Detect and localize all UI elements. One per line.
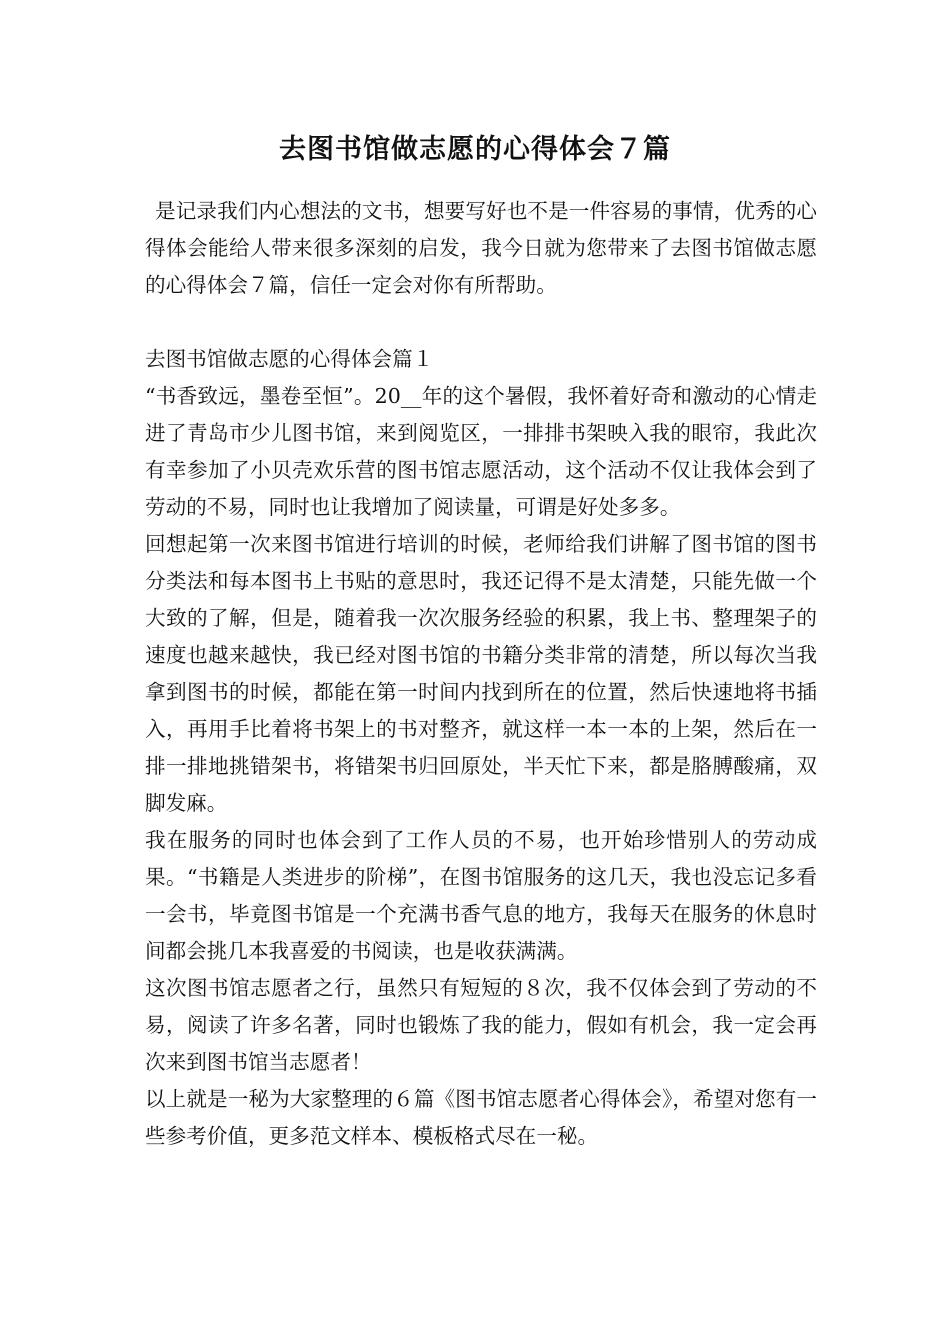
closing-paragraph: 以上就是一秘为大家整理的６篇《图书馆志愿者心得体会》，希望对您有一些参考价值，更多范文样本、模板格式尽在一秘。: [145, 1087, 817, 1148]
document-body: [145, 193, 817, 1155]
paragraph-spacer: [145, 304, 817, 341]
page-title: 去图书馆做志愿的心得体会７篇: [279, 134, 671, 165]
section-heading: 去图书馆做志愿的心得体会篇１: [145, 347, 434, 371]
body-paragraph-4: 这次图书馆志愿者之行，虽然只有短短的８次，我不仅体会到了劳动的不易，阅读了许多名著，同时也锻炼了我的能力，假如有机会，我一定会再次来到图书馆当志愿者！: [145, 976, 817, 1074]
body-paragraph-3: 我在服务的同时也体会到了工作人员的不易，也开始珍惜别人的劳动成果。“书籍是人类进步的阶梯”，在图书馆服务的这几天，我也没忘记多看一会书，毕竟图书馆是一个充满书香气息的地方，我每天在服务的休息时间都会挑几本我喜爱的书阅读，也是收获满满。: [145, 828, 817, 963]
intro-paragraph: 是记录我们内心想法的文书，想要写好也不是一件容易的事情，优秀的心得体会能给人带来很多深刻的启发，我今日就为您带来了去图书馆做志愿的心得体会７篇，信任一定会对你有所帮助。: [145, 199, 817, 297]
body-paragraph-2: 回想起第一次来图书馆进行培训的时候，老师给我们讲解了图书馆的图书分类法和每本图书上书贴的意思时，我还记得不是太清楚，只能先做一个大致的了解，但是，随着我一次次服务经验的积累，我上书、整理架子的速度也越来越快，我已经对图书馆的书籍分类非常的清楚，所以每次当我拿到图书的时候，都能在第一时间内找到所在的位置，然后快速地将书插入，再用手比着将书架上的书对整齐，就这样一本一本的上架，然后在一排一排地挑错架书，将错架书归回原处，半天忙下来，都是胳膊酸痛，双脚发麻。: [145, 532, 817, 815]
body-paragraph-1: “书香致远，墨卷至恒”。20__年的这个暑假，我怀着好奇和激动的心情走进了青岛市少儿图书馆，来到阅览区，一排排书架映入我的眼帘，我此次有幸参加了小贝壳欢乐营的图书馆志愿活动，这个活动不仅让我体会到了劳动的不易，同时也让我增加了阅读量，可谓是好处多多。: [145, 384, 817, 519]
